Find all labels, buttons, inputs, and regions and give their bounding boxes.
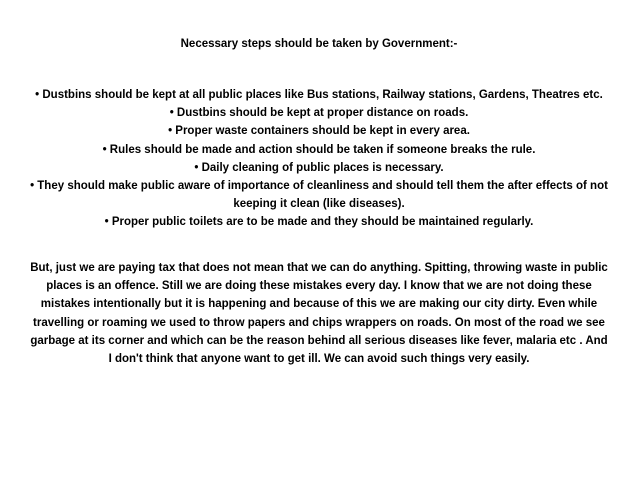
list-item: • Rules should be made and action should be taken if someone breaks the rule. xyxy=(102,143,536,156)
list-item: • Daily cleaning of public places is necessary. xyxy=(194,161,444,174)
list-item: • Dustbins should be kept at all public places like Bus stations, Railway stations, Gardens, Theatres etc. xyxy=(35,89,603,101)
list-item: • Proper public toilets are to be made and they should be maintained regularly. xyxy=(104,216,534,229)
steps-list xyxy=(20,86,618,232)
list-item: • Dustbins should be kept at proper distance on roads. xyxy=(169,107,469,120)
list-item: • Proper waste containers should be kept in every area. xyxy=(168,125,470,138)
list-item: • They should make public aware of importance of cleanliness and should tell them the after effects of not keeping it clean (like diseases). xyxy=(30,180,608,211)
body-paragraph: But, just we are paying tax that does not mean that we can do anything. Spitting, throwing waste in public places is an offence. Still we are doing these mistakes every day. I know that we are not doing these mistakes intentionally but it is happening and because of this we are making our city dirty. Even while travelling or roaming we used to throw papers and chips wrappers on roads. On most of the road we see garbage at its corner and which can be the reason behind all serious diseases like fever, malaria etc . And I don't think that anyone want to get ill. We can avoid such things very easily. xyxy=(30,262,608,366)
page-title: Necessary steps should be taken by Government:- xyxy=(180,38,458,50)
